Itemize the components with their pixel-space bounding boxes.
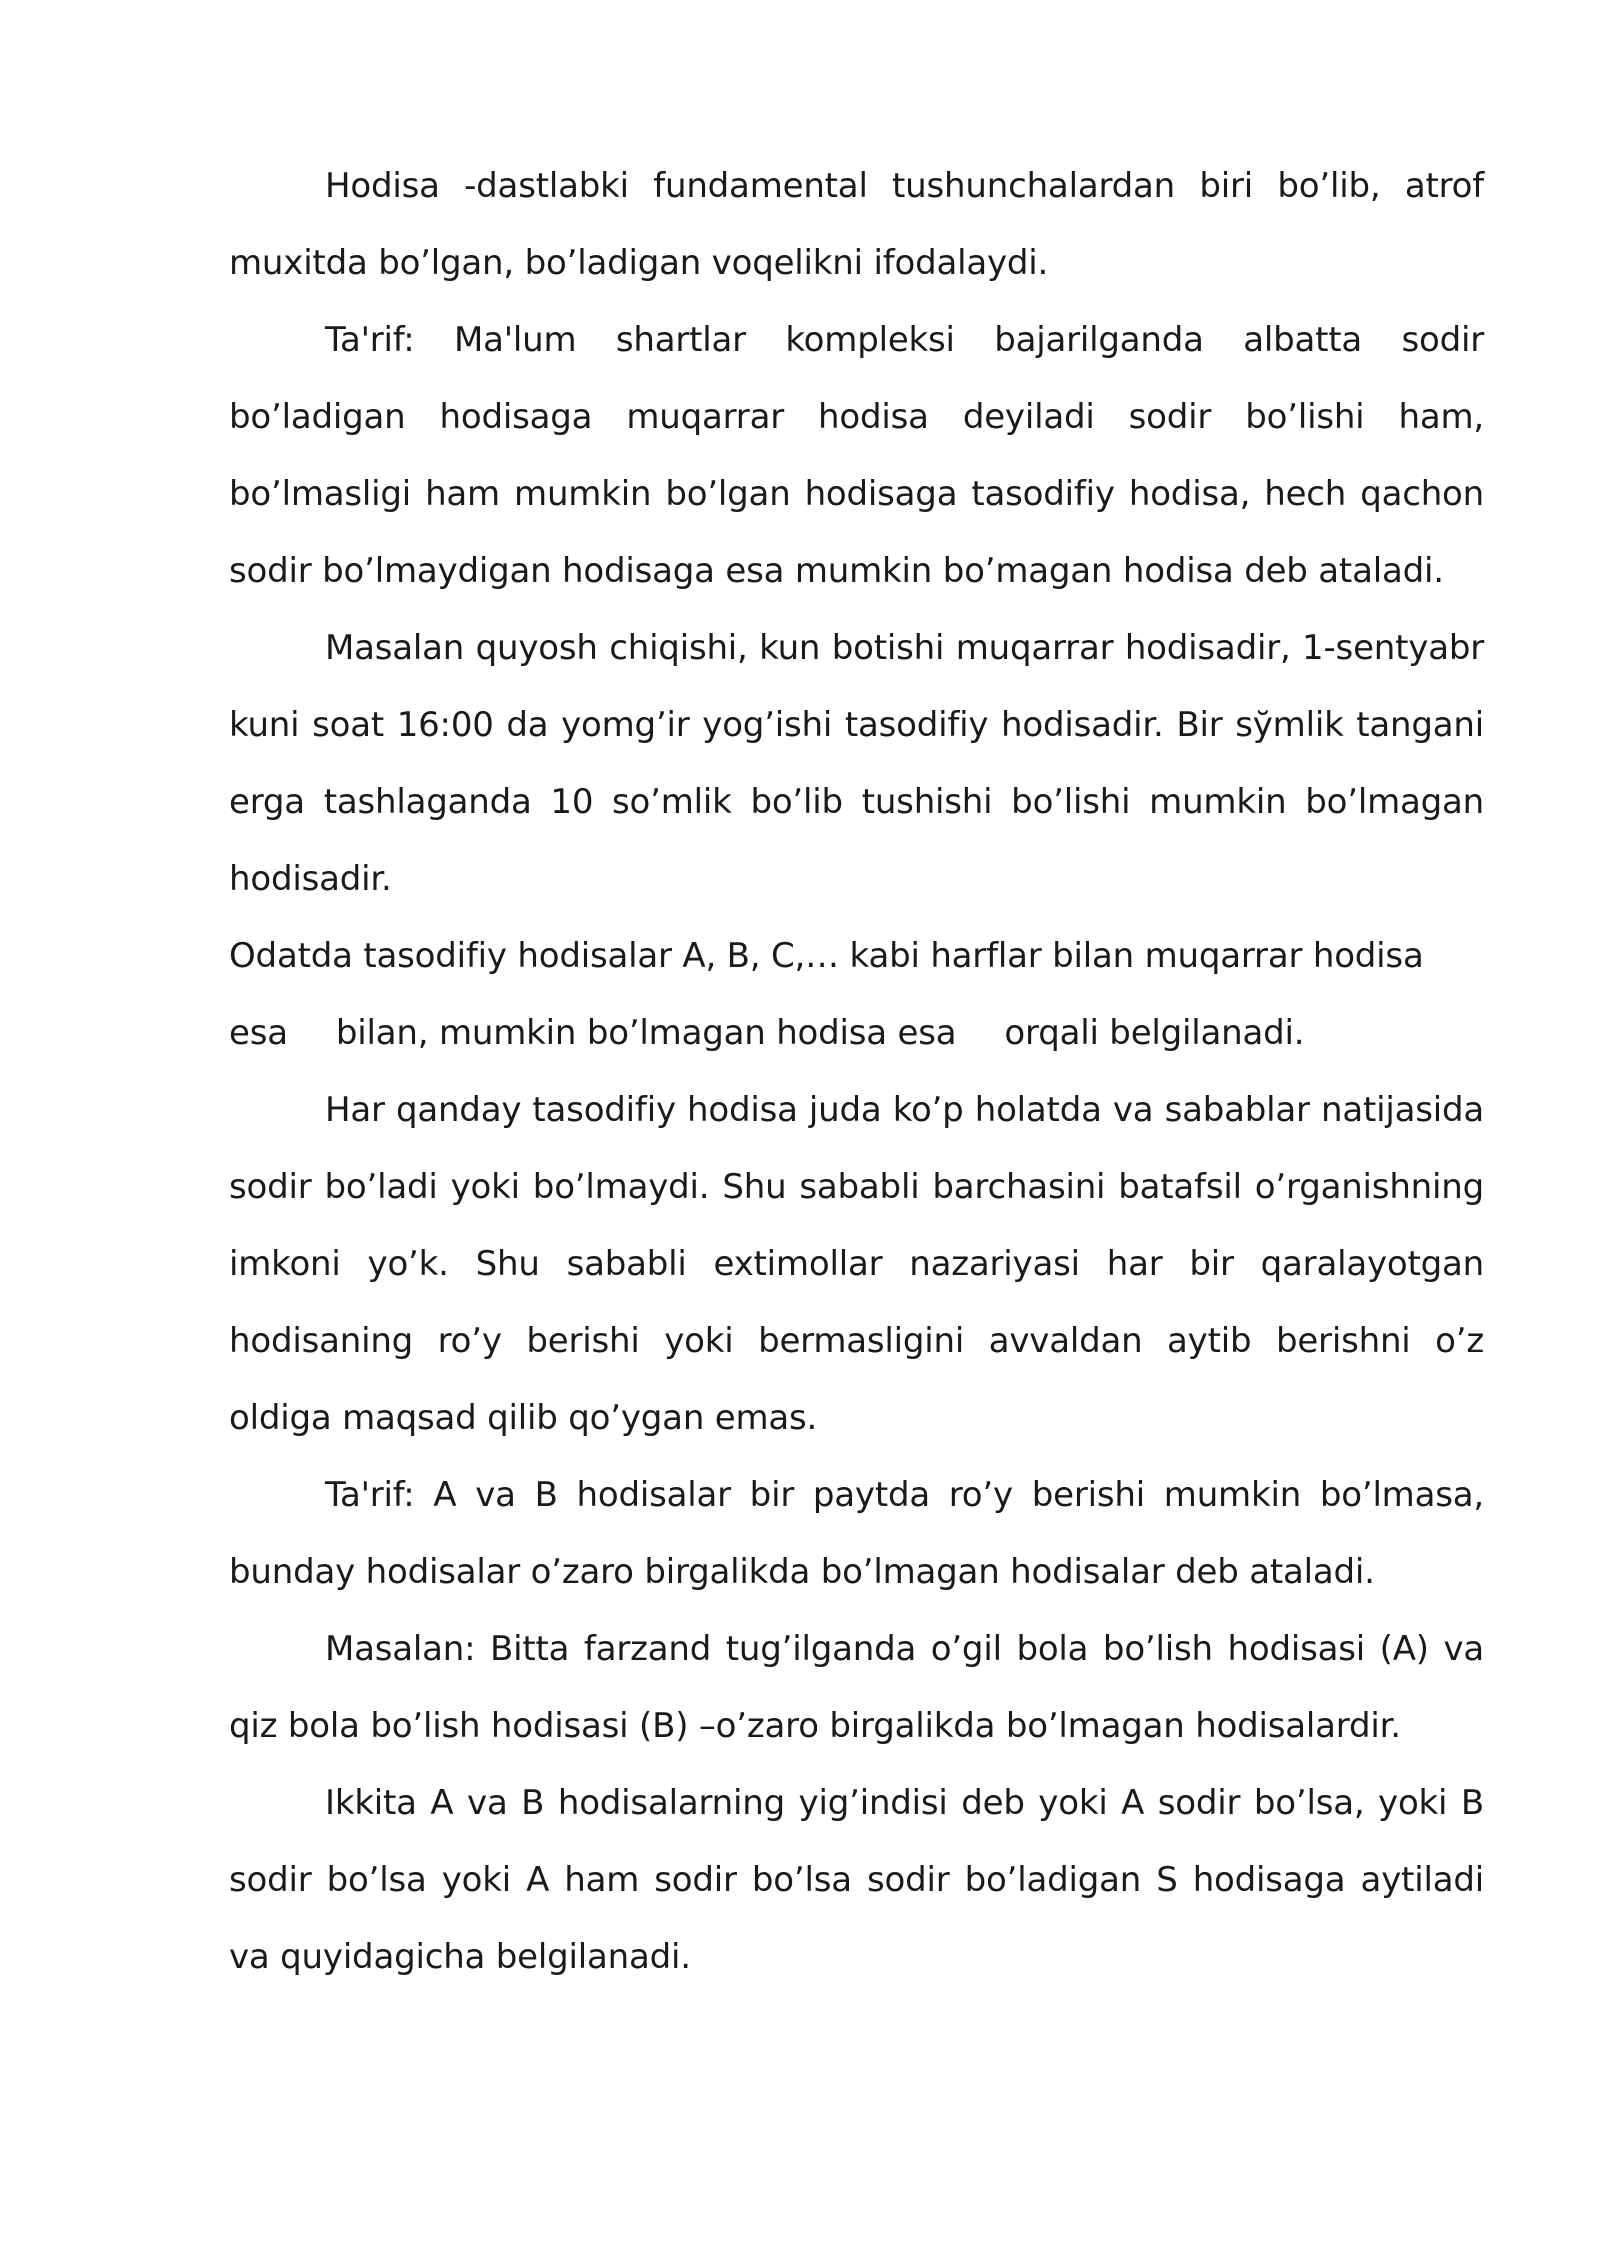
paragraph-example-events: Masalan quyosh chiqishi, kun botishi muqarrar hodisadir, 1-sentyabr kuni soat 16:00 da yomg’ir yog’ishi tasodifiy hodisadir. Bir sўmlik tangani erga tashlaganda 10 so’mlik bo’lib tushishi bo’lishi mumkin bo’lmagan hodisadir. [229,628,1484,899]
notation-text-part-1: Odatda tasodifiy hodisalar A, B, C,… kabi harflar bilan muqarrar hodisa esa [229,936,1424,1053]
notation-text-part-2: bilan, mumkin bo’lmagan hodisa esa [335,1013,957,1053]
paragraph-hodisa-definition: Hodisa -dastlabki fundamental tushunchalardan biri bo’lib, atrof muxitda bo’lgan, bo’ladigan voqelikni ifodalaydi. [229,166,1484,283]
paragraph-sum-of-events: Ikkita A va B hodisalarning yig’indisi deb yoki A sodir bo’lsa, yoki B sodir bo’lsa yoki A ham sodir bo’lsa sodir bo’ladigan S hodisaga aytiladi va quyidagicha belgilanadi. [229,1783,1484,1977]
paragraph-tarif-event-types: Ta'rif: Ma'lum shartlar kompleksi bajarilganda albatta sodir bo’ladigan hodisaga muqarrar hodisa deyiladi sodir bo’lishi ham, bo’lmasligi ham mumkin bo’lgan hodisaga tasodifiy hodisa, hech qachon sodir bo’lmaydigan hodisaga esa mumkin bo’magan hodisa deb ataladi. [229,320,1484,591]
paragraph-example-incompatible: Masalan: Bitta farzand tug’ilganda o’gil bola bo’lish hodisasi (A) va qiz bola bo’lish hodisasi (B) –o’zaro birgalikda bo’lmagan hodisalardir. [229,1629,1484,1746]
document-page [229,148,1484,1996]
paragraph-tarif-incompatible: Ta'rif: A va B hodisalar bir paytda ro’y berishi mumkin bo’lmasa, bunday hodisalar o’zaro birgalikda bo’lmagan hodisalar deb ataladi. [229,1475,1484,1592]
notation-text-part-3: orqali belgilanadi. [1004,1013,1305,1053]
paragraph-notation [229,918,1484,1072]
paragraph-random-causes: Har qanday tasodifiy hodisa juda ko’p holatda va sabablar natijasida sodir bo’ladi yoki bo’lmaydi. Shu sababli barchasini batafsil o’rganishning imkoni yo’k. Shu sababli extimollar nazariyasi har bir qaralayotgan hodisaning ro’y berishi yoki bermasligini avvaldan aytib berishni o’z oldiga maqsad qilib qo’ygan emas. [229,1090,1484,1438]
